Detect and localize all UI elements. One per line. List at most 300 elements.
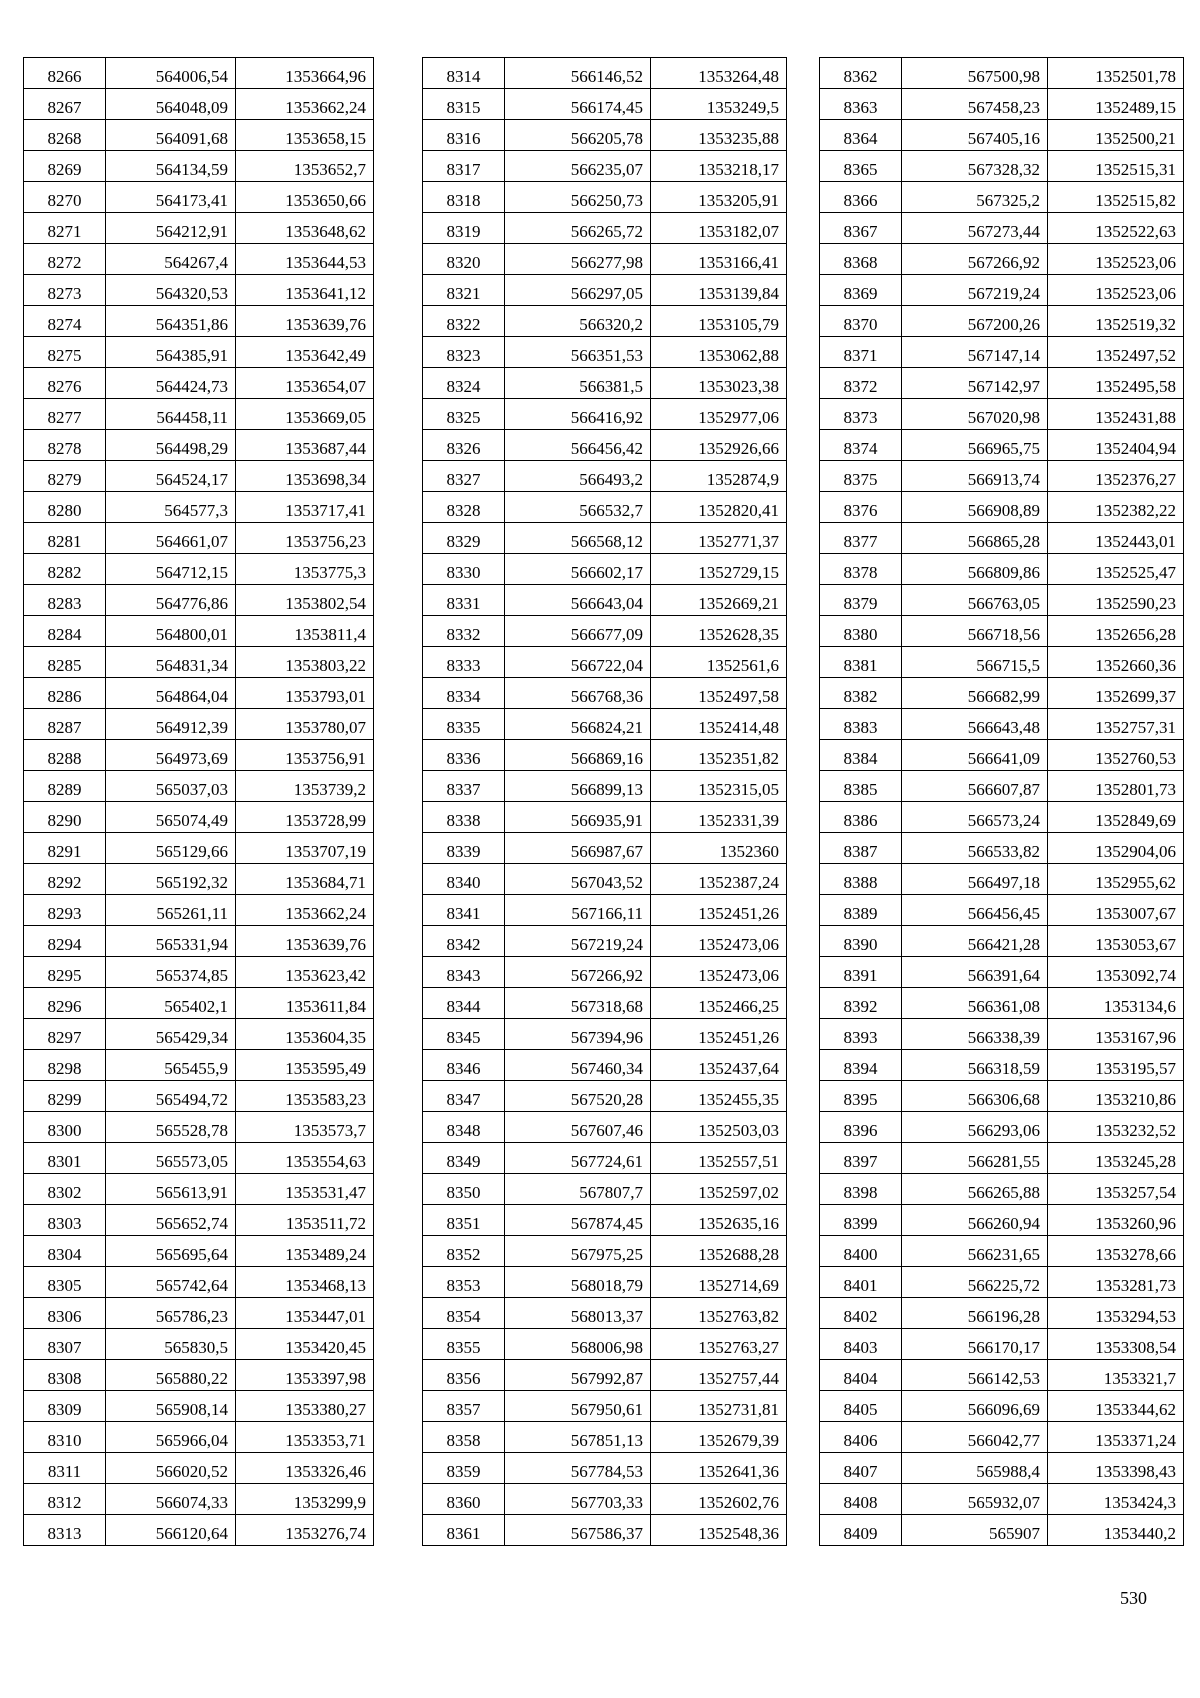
y-coordinate-cell: 1353424,3 (1048, 1484, 1184, 1515)
table-row (423, 58, 787, 89)
point-number-cell: 8407 (820, 1453, 902, 1484)
x-coordinate-cell: 566533,82 (902, 833, 1048, 864)
y-coordinate-cell: 1352760,53 (1048, 740, 1184, 771)
point-number-cell: 8273 (24, 275, 106, 306)
y-coordinate-cell: 1353276,74 (236, 1515, 374, 1546)
x-coordinate-cell: 566260,94 (902, 1205, 1048, 1236)
x-coordinate-cell: 566641,09 (902, 740, 1048, 771)
point-number-cell: 8294 (24, 926, 106, 957)
x-coordinate-cell: 566682,99 (902, 678, 1048, 709)
point-number-cell: 8384 (820, 740, 902, 771)
x-coordinate-cell: 567166,11 (505, 895, 651, 926)
point-number-cell: 8331 (423, 585, 505, 616)
y-coordinate-cell: 1353167,96 (1048, 1019, 1184, 1050)
y-coordinate-cell: 1353652,7 (236, 151, 374, 182)
table-row (423, 306, 787, 337)
point-number-cell: 8311 (24, 1453, 106, 1484)
point-number-cell: 8316 (423, 120, 505, 151)
y-coordinate-cell: 1353811,4 (236, 616, 374, 647)
x-coordinate-cell: 567992,87 (505, 1360, 651, 1391)
point-number-cell: 8314 (423, 58, 505, 89)
point-number-cell: 8389 (820, 895, 902, 926)
y-coordinate-cell: 1353648,62 (236, 213, 374, 244)
point-number-cell: 8325 (423, 399, 505, 430)
point-number-cell: 8330 (423, 554, 505, 585)
y-coordinate-cell: 1352497,52 (1048, 337, 1184, 368)
x-coordinate-cell: 566718,56 (902, 616, 1048, 647)
point-number-cell: 8381 (820, 647, 902, 678)
x-coordinate-cell: 565830,5 (106, 1329, 236, 1360)
table-row (24, 678, 374, 709)
point-number-cell: 8292 (24, 864, 106, 895)
x-coordinate-cell: 567142,97 (902, 368, 1048, 399)
point-number-cell: 8354 (423, 1298, 505, 1329)
table-row (820, 988, 1184, 1019)
point-number-cell: 8286 (24, 678, 106, 709)
table-row (820, 740, 1184, 771)
point-number-cell: 8308 (24, 1360, 106, 1391)
point-number-cell: 8303 (24, 1205, 106, 1236)
x-coordinate-cell: 566824,21 (505, 709, 651, 740)
x-coordinate-cell: 566074,33 (106, 1484, 236, 1515)
point-number-cell: 8271 (24, 213, 106, 244)
x-coordinate-cell: 564267,4 (106, 244, 236, 275)
y-coordinate-cell: 1353053,67 (1048, 926, 1184, 957)
point-number-cell: 8378 (820, 554, 902, 585)
table-row (820, 802, 1184, 833)
x-coordinate-cell: 566297,05 (505, 275, 651, 306)
point-number-cell: 8298 (24, 1050, 106, 1081)
x-coordinate-cell: 564524,17 (106, 461, 236, 492)
y-coordinate-cell: 1352360 (651, 833, 787, 864)
x-coordinate-cell: 567460,34 (505, 1050, 651, 1081)
y-coordinate-cell: 1352679,39 (651, 1422, 787, 1453)
x-coordinate-cell: 566318,59 (902, 1050, 1048, 1081)
y-coordinate-cell: 1353218,17 (651, 151, 787, 182)
table-row (24, 1484, 374, 1515)
y-coordinate-cell: 1352500,21 (1048, 120, 1184, 151)
table-row (423, 864, 787, 895)
point-number-cell: 8295 (24, 957, 106, 988)
table-row (423, 151, 787, 182)
table-row (820, 337, 1184, 368)
point-number-cell: 8372 (820, 368, 902, 399)
point-number-cell: 8382 (820, 678, 902, 709)
x-coordinate-cell: 567950,61 (505, 1391, 651, 1422)
y-coordinate-cell: 1353397,98 (236, 1360, 374, 1391)
point-number-cell: 8397 (820, 1143, 902, 1174)
x-coordinate-cell: 566763,05 (902, 585, 1048, 616)
point-number-cell: 8356 (423, 1360, 505, 1391)
table-row (820, 275, 1184, 306)
point-number-cell: 8359 (423, 1453, 505, 1484)
x-coordinate-cell: 566573,24 (902, 802, 1048, 833)
x-coordinate-cell: 566205,78 (505, 120, 651, 151)
table-row (423, 182, 787, 213)
table-row (423, 709, 787, 740)
table-row (24, 833, 374, 864)
table-row (423, 1391, 787, 1422)
point-number-cell: 8267 (24, 89, 106, 120)
point-number-cell: 8394 (820, 1050, 902, 1081)
x-coordinate-cell: 567394,96 (505, 1019, 651, 1050)
x-coordinate-cell: 565528,78 (106, 1112, 236, 1143)
table-row (24, 554, 374, 585)
y-coordinate-cell: 1353687,44 (236, 430, 374, 461)
y-coordinate-cell: 1353278,66 (1048, 1236, 1184, 1267)
table-row (423, 1360, 787, 1391)
table-row (423, 740, 787, 771)
point-number-cell: 8320 (423, 244, 505, 275)
point-number-cell: 8318 (423, 182, 505, 213)
point-number-cell: 8307 (24, 1329, 106, 1360)
x-coordinate-cell: 564712,15 (106, 554, 236, 585)
point-number-cell: 8409 (820, 1515, 902, 1546)
x-coordinate-cell: 567266,92 (505, 957, 651, 988)
y-coordinate-cell: 1352387,24 (651, 864, 787, 895)
point-number-cell: 8355 (423, 1329, 505, 1360)
y-coordinate-cell: 1352763,82 (651, 1298, 787, 1329)
point-number-cell: 8398 (820, 1174, 902, 1205)
y-coordinate-cell: 1352904,06 (1048, 833, 1184, 864)
y-coordinate-cell: 1353658,15 (236, 120, 374, 151)
x-coordinate-cell: 565786,23 (106, 1298, 236, 1329)
y-coordinate-cell: 1353803,22 (236, 647, 374, 678)
table-row (423, 802, 787, 833)
table-row (423, 244, 787, 275)
y-coordinate-cell: 1353662,24 (236, 895, 374, 926)
point-number-cell: 8336 (423, 740, 505, 771)
point-number-cell: 8349 (423, 1143, 505, 1174)
point-number-cell: 8368 (820, 244, 902, 275)
point-number-cell: 8376 (820, 492, 902, 523)
table-row (24, 988, 374, 1019)
y-coordinate-cell: 1353326,46 (236, 1453, 374, 1484)
table-row (423, 1484, 787, 1515)
table-row (820, 709, 1184, 740)
table-row (24, 89, 374, 120)
x-coordinate-cell: 564776,86 (106, 585, 236, 616)
y-coordinate-cell: 1352548,36 (651, 1515, 787, 1546)
x-coordinate-cell: 564134,59 (106, 151, 236, 182)
y-coordinate-cell: 1353728,99 (236, 802, 374, 833)
y-coordinate-cell: 1353684,71 (236, 864, 374, 895)
point-number-cell: 8390 (820, 926, 902, 957)
x-coordinate-cell: 564424,73 (106, 368, 236, 399)
table-row (24, 802, 374, 833)
point-number-cell: 8348 (423, 1112, 505, 1143)
y-coordinate-cell: 1353023,38 (651, 368, 787, 399)
table-row (820, 1050, 1184, 1081)
y-coordinate-cell: 1353756,23 (236, 523, 374, 554)
point-number-cell: 8280 (24, 492, 106, 523)
table-row (423, 926, 787, 957)
y-coordinate-cell: 1353468,13 (236, 1267, 374, 1298)
y-coordinate-cell: 1353281,73 (1048, 1267, 1184, 1298)
x-coordinate-cell: 566020,52 (106, 1453, 236, 1484)
point-number-cell: 8296 (24, 988, 106, 1019)
point-number-cell: 8309 (24, 1391, 106, 1422)
y-coordinate-cell: 1353249,5 (651, 89, 787, 120)
point-number-cell: 8396 (820, 1112, 902, 1143)
point-number-cell: 8275 (24, 337, 106, 368)
point-number-cell: 8272 (24, 244, 106, 275)
y-coordinate-cell: 1353210,86 (1048, 1081, 1184, 1112)
x-coordinate-cell: 566146,52 (505, 58, 651, 89)
table-row (423, 833, 787, 864)
table-row (423, 337, 787, 368)
point-number-cell: 8338 (423, 802, 505, 833)
y-coordinate-cell: 1352495,58 (1048, 368, 1184, 399)
y-coordinate-cell: 1353398,43 (1048, 1453, 1184, 1484)
point-number-cell: 8386 (820, 802, 902, 833)
x-coordinate-cell: 567724,61 (505, 1143, 651, 1174)
table-row (423, 213, 787, 244)
point-number-cell: 8357 (423, 1391, 505, 1422)
y-coordinate-cell: 1353353,71 (236, 1422, 374, 1453)
x-coordinate-cell: 565074,49 (106, 802, 236, 833)
x-coordinate-cell: 566142,53 (902, 1360, 1048, 1391)
table-row (820, 957, 1184, 988)
table-row (24, 461, 374, 492)
table-row (24, 244, 374, 275)
table-row (820, 492, 1184, 523)
table-row (24, 1174, 374, 1205)
y-coordinate-cell: 1352714,69 (651, 1267, 787, 1298)
point-number-cell: 8300 (24, 1112, 106, 1143)
y-coordinate-cell: 1352635,16 (651, 1205, 787, 1236)
y-coordinate-cell: 1352955,62 (1048, 864, 1184, 895)
x-coordinate-cell: 566677,09 (505, 616, 651, 647)
table-row (423, 399, 787, 430)
x-coordinate-cell: 567219,24 (505, 926, 651, 957)
y-coordinate-cell: 1352757,31 (1048, 709, 1184, 740)
x-coordinate-cell: 566532,7 (505, 492, 651, 523)
point-number-cell: 8369 (820, 275, 902, 306)
y-coordinate-cell: 1352523,06 (1048, 275, 1184, 306)
y-coordinate-cell: 1352977,06 (651, 399, 787, 430)
y-coordinate-cell: 1352628,35 (651, 616, 787, 647)
table-row (423, 430, 787, 461)
y-coordinate-cell: 1353511,72 (236, 1205, 374, 1236)
y-coordinate-cell: 1353642,49 (236, 337, 374, 368)
point-number-cell: 8299 (24, 1081, 106, 1112)
x-coordinate-cell: 564212,91 (106, 213, 236, 244)
x-coordinate-cell: 564091,68 (106, 120, 236, 151)
y-coordinate-cell: 1352315,05 (651, 771, 787, 802)
x-coordinate-cell: 566869,16 (505, 740, 651, 771)
table-row (820, 89, 1184, 120)
x-coordinate-cell: 566120,64 (106, 1515, 236, 1546)
x-coordinate-cell: 567458,23 (902, 89, 1048, 120)
table-row (820, 833, 1184, 864)
point-number-cell: 8392 (820, 988, 902, 1019)
table-row (423, 89, 787, 120)
table-row (820, 182, 1184, 213)
x-coordinate-cell: 567043,52 (505, 864, 651, 895)
x-coordinate-cell: 566231,65 (902, 1236, 1048, 1267)
y-coordinate-cell: 1352771,37 (651, 523, 787, 554)
point-number-cell: 8313 (24, 1515, 106, 1546)
point-number-cell: 8277 (24, 399, 106, 430)
y-coordinate-cell: 1352404,94 (1048, 430, 1184, 461)
table-row (820, 1174, 1184, 1205)
x-coordinate-cell: 567500,98 (902, 58, 1048, 89)
x-coordinate-cell: 567807,7 (505, 1174, 651, 1205)
y-coordinate-cell: 1352597,02 (651, 1174, 787, 1205)
x-coordinate-cell: 565907 (902, 1515, 1048, 1546)
y-coordinate-cell: 1352849,69 (1048, 802, 1184, 833)
x-coordinate-cell: 565695,64 (106, 1236, 236, 1267)
y-coordinate-cell: 1353802,54 (236, 585, 374, 616)
y-coordinate-cell: 1353264,48 (651, 58, 787, 89)
table-row (423, 1050, 787, 1081)
y-coordinate-cell: 1353299,9 (236, 1484, 374, 1515)
y-coordinate-cell: 1353644,53 (236, 244, 374, 275)
point-number-cell: 8339 (423, 833, 505, 864)
table-row (820, 244, 1184, 275)
table-row (820, 554, 1184, 585)
x-coordinate-cell: 567266,92 (902, 244, 1048, 275)
y-coordinate-cell: 1352473,06 (651, 926, 787, 957)
x-coordinate-cell: 565932,07 (902, 1484, 1048, 1515)
y-coordinate-cell: 1353440,2 (1048, 1515, 1184, 1546)
y-coordinate-cell: 1352497,58 (651, 678, 787, 709)
point-number-cell: 8364 (820, 120, 902, 151)
table-row (24, 1205, 374, 1236)
y-coordinate-cell: 1352443,01 (1048, 523, 1184, 554)
y-coordinate-cell: 1352437,64 (651, 1050, 787, 1081)
point-number-cell: 8393 (820, 1019, 902, 1050)
x-coordinate-cell: 567607,46 (505, 1112, 651, 1143)
point-number-cell: 8312 (24, 1484, 106, 1515)
table-row (820, 399, 1184, 430)
table-row (820, 647, 1184, 678)
x-coordinate-cell: 566643,48 (902, 709, 1048, 740)
table-row (24, 895, 374, 926)
coordinates-table-3 (819, 57, 1184, 1546)
table-row (24, 1143, 374, 1174)
table-row (24, 337, 374, 368)
table-row (820, 1112, 1184, 1143)
y-coordinate-cell: 1353205,91 (651, 182, 787, 213)
point-number-cell: 8374 (820, 430, 902, 461)
table-row (820, 461, 1184, 492)
y-coordinate-cell: 1353139,84 (651, 275, 787, 306)
x-coordinate-cell: 566170,17 (902, 1329, 1048, 1360)
page-number: 530 (1120, 1588, 1147, 1608)
y-coordinate-cell: 1353554,63 (236, 1143, 374, 1174)
table-row (423, 957, 787, 988)
table-row (423, 1329, 787, 1360)
x-coordinate-cell: 566421,28 (902, 926, 1048, 957)
table-row (820, 368, 1184, 399)
x-coordinate-cell: 567219,24 (902, 275, 1048, 306)
x-coordinate-cell: 565652,74 (106, 1205, 236, 1236)
point-number-cell: 8401 (820, 1267, 902, 1298)
x-coordinate-cell: 565192,32 (106, 864, 236, 895)
y-coordinate-cell: 1353756,91 (236, 740, 374, 771)
table-row (820, 306, 1184, 337)
x-coordinate-cell: 564006,54 (106, 58, 236, 89)
x-coordinate-cell: 566391,64 (902, 957, 1048, 988)
x-coordinate-cell: 565494,72 (106, 1081, 236, 1112)
x-coordinate-cell: 566042,77 (902, 1422, 1048, 1453)
x-coordinate-cell: 564831,34 (106, 647, 236, 678)
y-coordinate-cell: 1353105,79 (651, 306, 787, 337)
table-row (423, 1422, 787, 1453)
table-row (24, 399, 374, 430)
point-number-cell: 8366 (820, 182, 902, 213)
point-number-cell: 8290 (24, 802, 106, 833)
x-coordinate-cell: 565129,66 (106, 833, 236, 864)
table-row (24, 585, 374, 616)
point-number-cell: 8345 (423, 1019, 505, 1050)
y-coordinate-cell: 1353007,67 (1048, 895, 1184, 926)
x-coordinate-cell: 566250,73 (505, 182, 651, 213)
point-number-cell: 8334 (423, 678, 505, 709)
point-number-cell: 8385 (820, 771, 902, 802)
y-coordinate-cell: 1352820,41 (651, 492, 787, 523)
y-coordinate-cell: 1353669,05 (236, 399, 374, 430)
point-number-cell: 8323 (423, 337, 505, 368)
x-coordinate-cell: 566225,72 (902, 1267, 1048, 1298)
table-row (24, 709, 374, 740)
table-row (423, 1081, 787, 1112)
table-row (820, 1143, 1184, 1174)
point-number-cell: 8327 (423, 461, 505, 492)
point-number-cell: 8377 (820, 523, 902, 554)
y-coordinate-cell: 1353641,12 (236, 275, 374, 306)
table-row (24, 1019, 374, 1050)
point-number-cell: 8361 (423, 1515, 505, 1546)
table-row (820, 58, 1184, 89)
x-coordinate-cell: 565261,11 (106, 895, 236, 926)
y-coordinate-cell: 1352660,36 (1048, 647, 1184, 678)
y-coordinate-cell: 1353489,24 (236, 1236, 374, 1267)
table-row (423, 492, 787, 523)
table-row (423, 120, 787, 151)
x-coordinate-cell: 565429,34 (106, 1019, 236, 1050)
point-number-cell: 8337 (423, 771, 505, 802)
point-number-cell: 8383 (820, 709, 902, 740)
x-coordinate-cell: 566987,67 (505, 833, 651, 864)
x-coordinate-cell: 566235,07 (505, 151, 651, 182)
x-coordinate-cell: 565374,85 (106, 957, 236, 988)
y-coordinate-cell: 1352331,39 (651, 802, 787, 833)
point-number-cell: 8362 (820, 58, 902, 89)
y-coordinate-cell: 1352414,48 (651, 709, 787, 740)
y-coordinate-cell: 1352874,9 (651, 461, 787, 492)
table-row (24, 1298, 374, 1329)
table-row (24, 1360, 374, 1391)
y-coordinate-cell: 1353260,96 (1048, 1205, 1184, 1236)
table-row (423, 1205, 787, 1236)
x-coordinate-cell: 567520,28 (505, 1081, 651, 1112)
table-row (423, 1453, 787, 1484)
point-number-cell: 8375 (820, 461, 902, 492)
table-row (423, 1267, 787, 1298)
x-coordinate-cell: 566320,2 (505, 306, 651, 337)
y-coordinate-cell: 1353639,76 (236, 926, 374, 957)
y-coordinate-cell: 1353698,34 (236, 461, 374, 492)
table-row (820, 678, 1184, 709)
y-coordinate-cell: 1353245,28 (1048, 1143, 1184, 1174)
table-row (820, 1515, 1184, 1546)
x-coordinate-cell: 566908,89 (902, 492, 1048, 523)
table-row (24, 213, 374, 244)
y-coordinate-cell: 1353775,3 (236, 554, 374, 585)
